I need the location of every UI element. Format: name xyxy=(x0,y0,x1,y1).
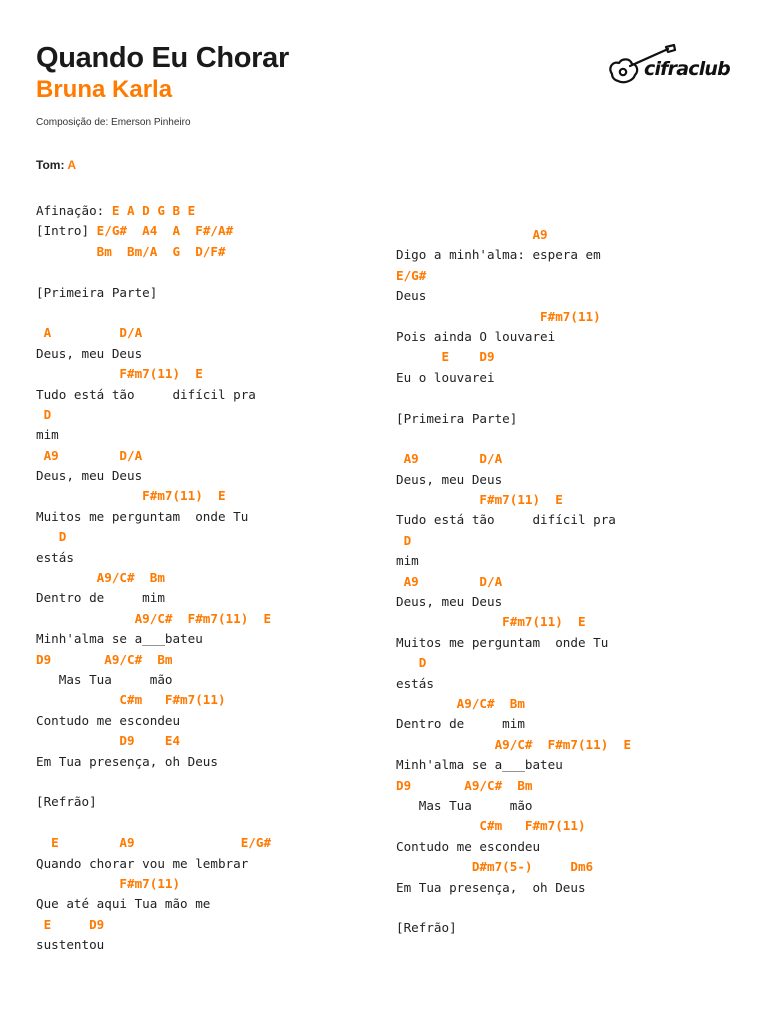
chord-line xyxy=(396,653,631,673)
chord-line xyxy=(36,323,271,343)
lyric-line xyxy=(36,629,271,649)
chord-text[interactable]: E/G# xyxy=(396,267,427,283)
chord-text[interactable]: A9 D/A xyxy=(396,573,503,589)
lyric-text: Deus, meu Deus xyxy=(396,471,503,487)
lyric-line xyxy=(396,327,631,347)
chord-line xyxy=(36,915,271,935)
chord-text[interactable]: D9 A9/C# Bm xyxy=(396,777,533,793)
blank-line xyxy=(36,813,271,833)
lyric-line xyxy=(396,510,631,530)
chord-line xyxy=(396,857,631,877)
lyric-line xyxy=(396,551,631,571)
lyric-line xyxy=(36,221,271,241)
blank-line xyxy=(36,262,271,282)
song-title: Quando Eu Chorar xyxy=(36,42,289,74)
lyric-line xyxy=(396,368,631,388)
chord-line xyxy=(396,816,631,836)
chord-text[interactable]: D xyxy=(396,655,427,671)
chord-text[interactable]: E D9 xyxy=(396,349,495,365)
lyric-text: Em Tua presença, oh Deus xyxy=(36,753,218,769)
key-info xyxy=(36,158,76,172)
logo-text: cifraclub xyxy=(644,58,730,80)
chord-text[interactable]: A9/C# F#m7(11) E xyxy=(36,610,272,626)
lyric-text: Deus, meu Deus xyxy=(36,468,143,484)
lyric-text: Deus, meu Deus xyxy=(36,345,143,361)
chord-text[interactable]: Bm Bm/A G D/F# xyxy=(36,243,226,259)
lyric-line xyxy=(36,507,271,527)
lyric-text: mim xyxy=(396,553,419,569)
lyric-line xyxy=(396,714,631,734)
lyric-line xyxy=(36,588,271,608)
chord-line xyxy=(36,446,271,466)
chord-text[interactable]: A9/C# Bm xyxy=(36,570,165,586)
chord-text[interactable]: E D9 xyxy=(36,916,105,932)
composer-credit: Composição de: Emerson Pinheiro xyxy=(36,117,191,128)
lyric-line xyxy=(396,755,631,775)
lyric-line xyxy=(36,548,271,568)
lyric-line xyxy=(396,918,631,938)
lyric-line xyxy=(396,633,631,653)
blank-line xyxy=(396,429,631,449)
chord-text[interactable]: A9 xyxy=(396,227,548,242)
chord-line xyxy=(36,609,271,629)
chord-line xyxy=(36,650,271,670)
chord-line xyxy=(396,347,631,367)
chord-line xyxy=(36,568,271,588)
lyric-line xyxy=(396,409,631,429)
lyric-line xyxy=(36,425,271,445)
lyric-line xyxy=(36,385,271,405)
chord-line xyxy=(396,531,631,551)
chord-text[interactable]: F#m7(11) E xyxy=(396,614,586,630)
lyric-text: sustentou xyxy=(36,937,105,953)
lyric-line xyxy=(36,283,271,303)
lyric-line xyxy=(396,674,631,694)
lyric-line xyxy=(396,245,631,265)
lyric-text: Deus, meu Deus xyxy=(396,594,503,610)
chord-line xyxy=(396,572,631,592)
blank-line xyxy=(36,772,271,792)
lyric-text: Dentro de mim xyxy=(36,590,165,606)
lyric-text: [Refrão] xyxy=(36,794,97,810)
song-sheet-left-column xyxy=(36,201,271,955)
lyric-text: Eu o louvarei xyxy=(396,369,495,385)
chord-line xyxy=(396,735,631,755)
blank-line xyxy=(36,303,271,323)
cifraclub-logo[interactable] xyxy=(606,44,730,92)
lyric-line xyxy=(36,344,271,364)
song-sheet-right-column xyxy=(396,225,631,939)
chord-line xyxy=(36,690,271,710)
key-value[interactable]: A xyxy=(67,158,76,172)
chord-line xyxy=(36,364,271,384)
lyric-text: Dentro de mim xyxy=(396,716,525,732)
chord-text[interactable]: D xyxy=(36,529,67,545)
lyric-line xyxy=(396,796,631,816)
lyric-text: Digo a minh'alma: espera em xyxy=(396,247,601,263)
lyric-text: Minh'alma se a___bateu xyxy=(396,757,563,773)
chord-line xyxy=(36,405,271,425)
chord-text[interactable]: F#m7(11) E xyxy=(36,366,203,382)
lyric-line xyxy=(396,878,631,898)
key-label: Tom: xyxy=(36,158,65,172)
lyric-line xyxy=(36,935,271,955)
lyric-line xyxy=(396,470,631,490)
intro-chords[interactable]: E/G# A4 A F#/A# xyxy=(96,223,234,239)
lyric-line xyxy=(36,752,271,772)
lyric-line xyxy=(36,670,271,690)
lyric-line xyxy=(36,201,271,221)
lyric-text: Contudo me escondeu xyxy=(396,838,541,854)
chord-text[interactable]: F#m7(11) E xyxy=(36,488,226,504)
artist-name[interactable]: Bruna Karla xyxy=(36,76,173,103)
chord-text[interactable]: A9 D/A xyxy=(396,451,503,467)
lyric-line xyxy=(36,792,271,812)
chord-text[interactable]: C#m F#m7(11) xyxy=(36,692,226,708)
lyric-text: Pois ainda O louvarei xyxy=(396,328,556,344)
tuning-chords[interactable]: E A D G B E xyxy=(111,203,196,218)
chord-text[interactable]: A9 D/A xyxy=(36,447,143,463)
chord-line xyxy=(396,612,631,632)
lyric-text: Muitos me perguntam onde Tu xyxy=(396,634,609,650)
lyric-text: Mas Tua mão xyxy=(36,671,173,687)
chord-line xyxy=(396,449,631,469)
lyric-line xyxy=(36,711,271,731)
chord-text[interactable]: D#m7(5-) Dm6 xyxy=(396,859,594,875)
blank-line xyxy=(396,898,631,918)
chord-line xyxy=(36,833,271,853)
lyric-line xyxy=(36,854,271,874)
chord-line xyxy=(396,776,631,796)
lyric-text: estás xyxy=(36,549,74,565)
chord-text[interactable]: F#m7(11) xyxy=(396,308,601,324)
lyric-text: Mas Tua mão xyxy=(396,797,533,813)
chord-text[interactable]: E A9 E/G# xyxy=(36,835,272,851)
lyric-text: Contudo me escondeu xyxy=(36,712,181,728)
lyric-text: [Intro] xyxy=(36,223,97,239)
lyric-text: Que até aqui Tua mão me xyxy=(36,896,211,912)
lyric-line xyxy=(396,592,631,612)
chord-line xyxy=(36,874,271,894)
lyric-text: Quando chorar vou me lembrar xyxy=(36,855,249,871)
chord-text[interactable]: D9 E4 xyxy=(36,733,181,749)
chord-text[interactable]: F#m7(11) E xyxy=(396,492,563,508)
lyric-line xyxy=(396,837,631,857)
chord-line xyxy=(396,694,631,714)
lyric-text: [Refrão] xyxy=(396,920,457,936)
chord-text[interactable]: A9/C# Bm xyxy=(396,695,525,711)
chord-text[interactable]: D xyxy=(36,406,52,422)
chord-line xyxy=(36,486,271,506)
lyric-text: Muitos me perguntam onde Tu xyxy=(36,508,249,524)
chord-text[interactable]: D xyxy=(396,532,412,548)
lyric-line xyxy=(36,466,271,486)
chord-text[interactable]: D9 A9/C# Bm xyxy=(36,651,173,667)
lyric-line xyxy=(396,286,631,306)
lyric-text: estás xyxy=(396,675,434,691)
chord-text[interactable]: A9/C# F#m7(11) E xyxy=(396,736,632,752)
chord-line xyxy=(36,527,271,547)
chord-text[interactable]: F#m7(11) xyxy=(36,875,181,891)
chord-line xyxy=(36,731,271,751)
chord-line xyxy=(36,242,271,262)
lyric-text: Afinação: xyxy=(36,203,112,218)
lyric-text: Tudo está tão difícil pra xyxy=(396,512,616,528)
lyric-text: Minh'alma se a___bateu xyxy=(36,631,203,647)
lyric-text: [Primeira Parte] xyxy=(396,410,518,426)
chord-line xyxy=(396,490,631,510)
chord-line xyxy=(396,225,631,245)
chord-line xyxy=(396,307,631,327)
lyric-text: Em Tua presença, oh Deus xyxy=(396,879,586,895)
chord-line xyxy=(396,266,631,286)
lyric-text: mim xyxy=(36,427,59,443)
blank-line xyxy=(396,388,631,408)
lyric-line xyxy=(36,894,271,914)
lyric-text: Tudo está tão difícil pra xyxy=(36,386,256,402)
lyric-text: [Primeira Parte] xyxy=(36,284,158,300)
chord-text[interactable]: A D/A xyxy=(36,325,143,341)
lyric-text: Deus xyxy=(396,288,427,304)
chord-text[interactable]: C#m F#m7(11) xyxy=(396,818,586,834)
